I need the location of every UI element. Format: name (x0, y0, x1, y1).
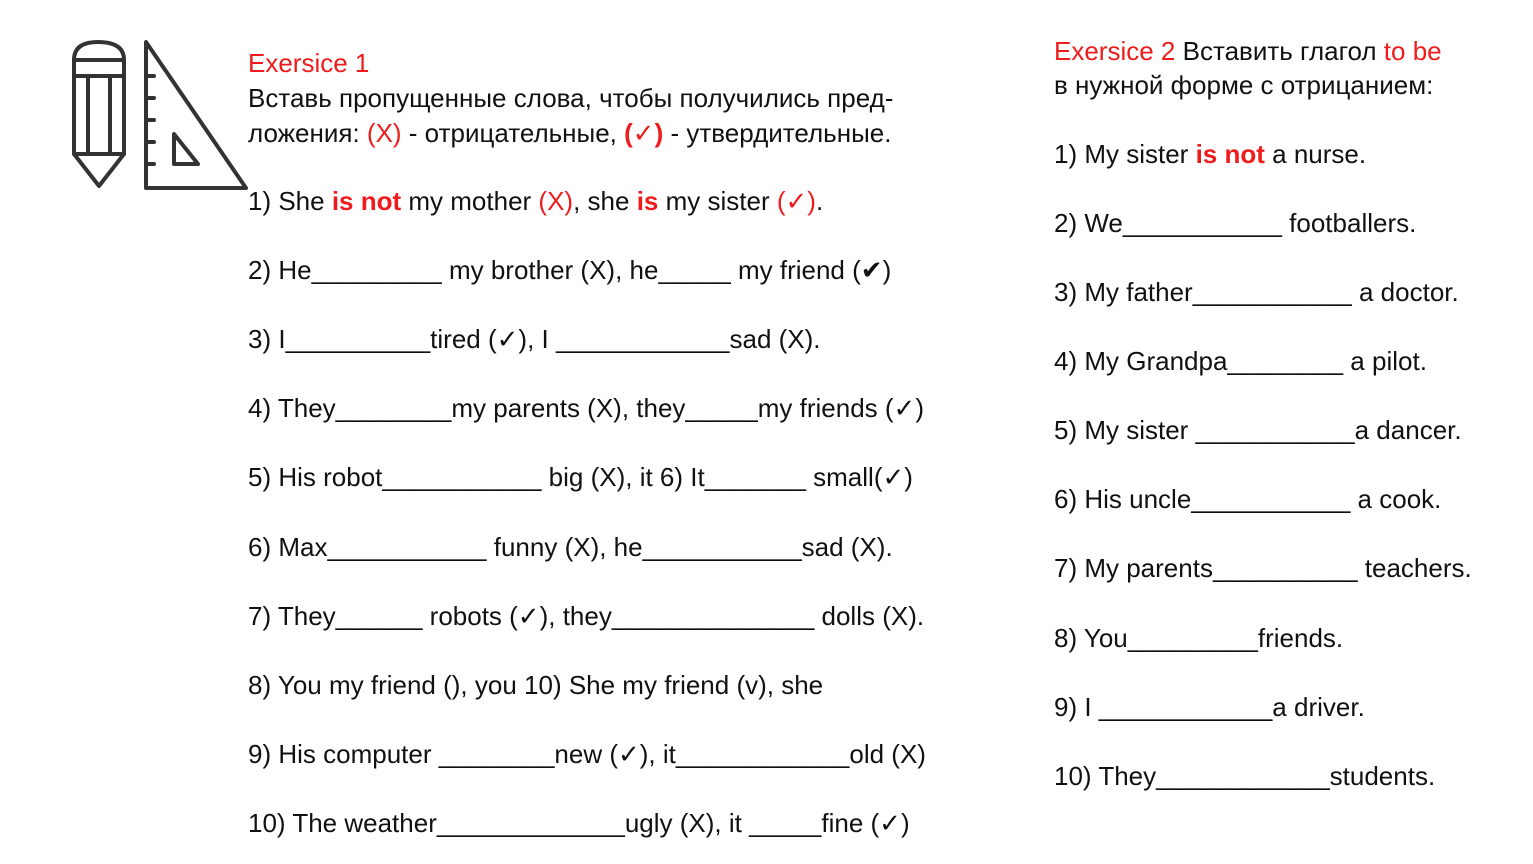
exercise-1-item: 10) The weather_____________ugly (X), it _____fine (✓) (248, 808, 910, 838)
exercise-1-item: 7) They______ robots (✓), they______________ dolls (X). (248, 601, 925, 631)
exercise-1-example: 1) She is not my mother (X), she is my sister (✓). (248, 186, 824, 216)
exercise-2-item: 7) My parents__________ teachers. (1054, 553, 1472, 583)
exercise-2-item: 10) They____________students. (1054, 761, 1436, 791)
exercise-1-item: 3) I__________tired (✓), I ____________sad (X). (248, 324, 821, 354)
exercise-2-example: 1) My sister is not a nurse. (1054, 139, 1367, 169)
exercise-2-item: 5) My sister ___________a dancer. (1054, 415, 1462, 445)
exercise-2-item: 3) My father___________ a doctor. (1054, 277, 1459, 307)
exercise-1-item: 2) He_________ my brother (X), he_____ my friend (✔) (248, 255, 892, 285)
exercise-1-instruction-line-2: ложения: (X) - отрицательные, (✓) - утвердительные. (248, 118, 892, 148)
exercise-2-item: 9) I ____________a driver. (1054, 692, 1365, 722)
exercise-2-item: 2) We___________ footballers. (1054, 208, 1417, 238)
exercise-2-item: 4) My Grandpa________ a pilot. (1054, 346, 1427, 376)
exercise-1-item: 4) They________my parents (X), they_____my friends (✓) (248, 393, 924, 423)
exercise-1-instruction-line-1: Вставь пропущенные слова, чтобы получились пред- (248, 83, 894, 113)
exercise-2-item: 8) You_________friends. (1054, 623, 1344, 653)
exercise-1-item: 6) Max___________ funny (X), he___________sad (X). (248, 532, 893, 562)
exercise-1-item: 5) His robot___________ big (X), it 6) It_______ small(✓) (248, 462, 913, 492)
exercise-1-item: 9) His computer ________new (✓), it____________old (X) (248, 739, 926, 769)
exercise-2-item: 6) His uncle___________ a cook. (1054, 484, 1442, 514)
pencil-ruler-icon (66, 36, 252, 194)
exercise-1-title: Exersice 1 (248, 48, 370, 78)
exercise-2-subtitle: в нужной форме с отрицанием: (1054, 70, 1434, 100)
exercise-2-title: Exersice 2 Вставить глагол to be (1054, 36, 1442, 66)
exercise-1-item: 8) You my friend (), you 10) She my friend (v), she (248, 670, 824, 700)
